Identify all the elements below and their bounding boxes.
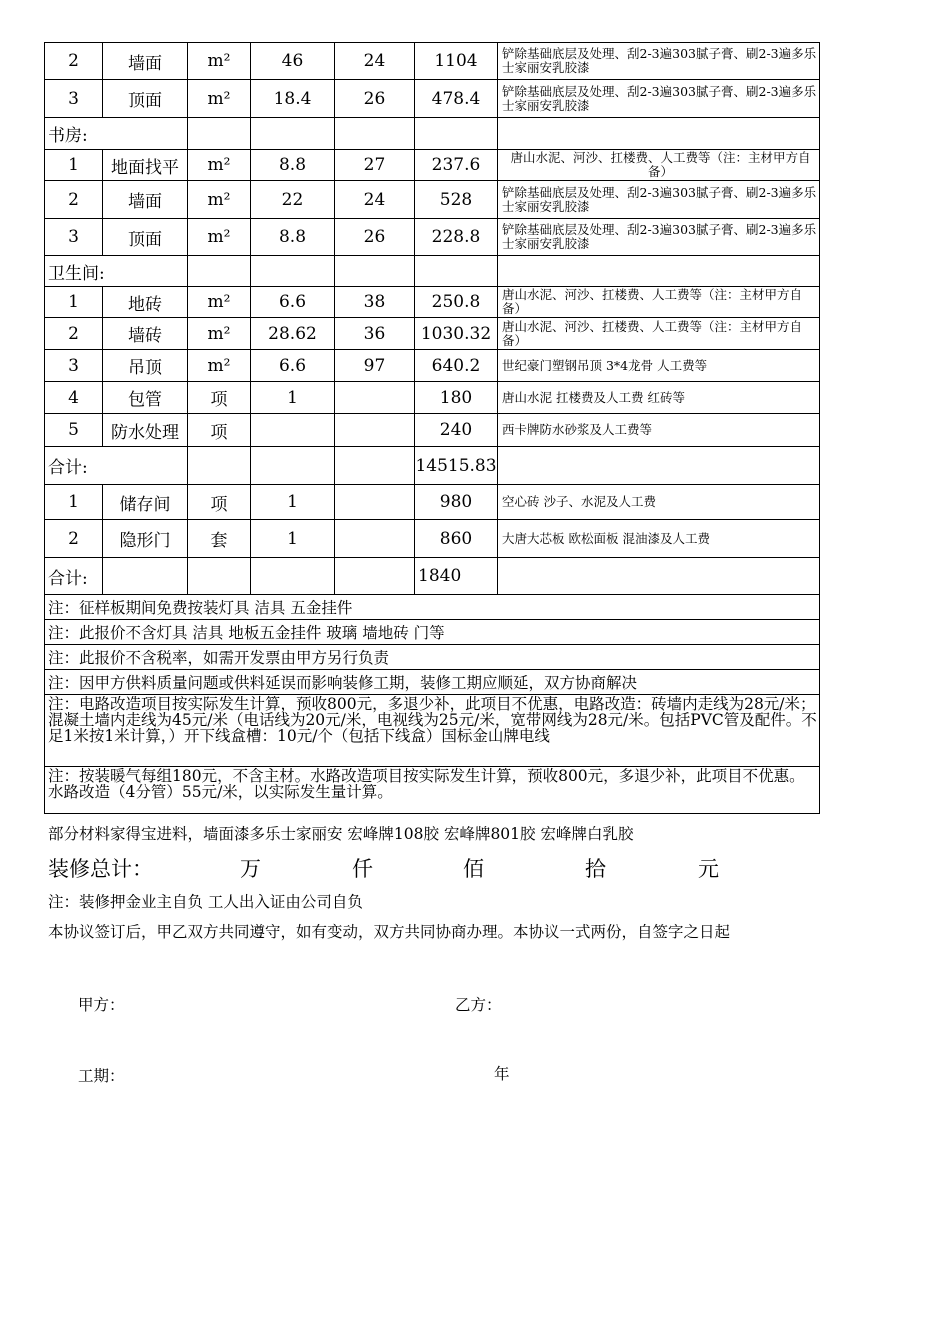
table-row	[45, 287, 820, 318]
item-name: 防水处理	[103, 414, 188, 447]
item-desc: 空心砖 沙子、水泥及人工费	[498, 485, 820, 520]
subtotal-label: 合计:	[45, 447, 188, 485]
subtotal-value: 1840	[415, 558, 498, 595]
item-price: 24	[335, 43, 415, 80]
item-no: 3	[45, 219, 103, 256]
item-unit: 项	[188, 485, 251, 520]
item-total: 980	[415, 485, 498, 520]
item-qty: 6.6	[251, 287, 335, 318]
item-qty	[251, 414, 335, 447]
item-desc: 唐山水泥、河沙、扛楼费、人工费等（注：主材甲方自备）	[498, 318, 820, 350]
item-name: 储存间	[103, 485, 188, 520]
total-unit-shi: 拾	[585, 857, 606, 881]
subtotal-label: 合计:	[45, 558, 103, 595]
item-qty: 8.8	[251, 219, 335, 256]
table-row	[45, 350, 820, 382]
note-text: 注：此报价不含税率，如需开发票由甲方另行负责	[45, 645, 820, 670]
table-row	[45, 382, 820, 414]
table-row	[45, 43, 820, 80]
item-price	[335, 382, 415, 414]
period-label: 工期：	[78, 1067, 125, 1085]
item-price	[335, 520, 415, 558]
item-no: 1	[45, 287, 103, 318]
item-qty: 1	[251, 520, 335, 558]
item-qty: 28.62	[251, 318, 335, 350]
item-price: 27	[335, 150, 415, 181]
note-text: 注：因甲方供料质量问题或供料延误而影响装修工期，装修工期应顺延，双方协商解决	[45, 670, 820, 695]
note-text: 注：征样板期间免费按装灯具 洁具 五金挂件	[45, 595, 820, 620]
item-unit: m²	[188, 219, 251, 256]
item-unit: 套	[188, 520, 251, 558]
item-name: 墙面	[103, 181, 188, 219]
item-total: 1030.32	[415, 318, 498, 350]
item-qty: 1	[251, 382, 335, 414]
item-unit: m²	[188, 80, 251, 118]
item-desc: 世纪豪门塑钢吊顶 3*4龙骨 人工费等	[498, 350, 820, 382]
item-no: 1	[45, 485, 103, 520]
note-text: 注：此报价不含灯具 洁具 地板五金挂件 玻璃 墙地砖 门等	[45, 620, 820, 645]
total-label: 装修总计：	[48, 857, 153, 881]
party-a-label: 甲方：	[78, 996, 125, 1014]
item-qty: 6.6	[251, 350, 335, 382]
quotation-table	[44, 42, 820, 814]
item-price: 26	[335, 219, 415, 256]
total-unit-wan: 万	[240, 857, 261, 881]
table-row	[45, 520, 820, 558]
section-row	[45, 118, 820, 150]
item-desc: 唐山水泥、河沙、扛楼费、人工费等（注：主材甲方自备）	[498, 287, 820, 318]
item-total: 640.2	[415, 350, 498, 382]
item-no: 4	[45, 382, 103, 414]
item-name: 地面找平	[103, 150, 188, 181]
note-row	[45, 595, 820, 620]
item-unit: m²	[188, 287, 251, 318]
item-unit: m²	[188, 350, 251, 382]
item-desc: 大唐大芯板 欧松面板 混油漆及人工费	[498, 520, 820, 558]
item-name: 墙面	[103, 43, 188, 80]
item-desc: 铲除基础底层及处理、刮2-3遍303腻子膏、刷2-3遍多乐士家丽安乳胶漆	[498, 219, 820, 256]
table-row	[45, 414, 820, 447]
section-label-bathroom: 卫生间:	[45, 256, 188, 287]
total-unit-bai: 佰	[463, 857, 484, 881]
item-no: 1	[45, 150, 103, 181]
item-unit: m²	[188, 150, 251, 181]
item-name: 墙砖	[103, 318, 188, 350]
item-total: 528	[415, 181, 498, 219]
year-label: 年	[494, 1065, 510, 1083]
item-unit: m²	[188, 43, 251, 80]
table-row	[45, 80, 820, 118]
item-name: 隐形门	[103, 520, 188, 558]
item-price	[335, 485, 415, 520]
subtotal-row	[45, 558, 820, 595]
item-price: 36	[335, 318, 415, 350]
item-qty: 18.4	[251, 80, 335, 118]
item-qty: 8.8	[251, 150, 335, 181]
note-text: 注：按装暖气每组180元，不含主材。水路改造项目按实际发生计算，预收800元，多退少补，此项目不优惠。水路改造（4分管）55元/米，以实际发生量计算。	[45, 767, 820, 814]
note-row	[45, 620, 820, 645]
item-no: 2	[45, 43, 103, 80]
item-qty: 22	[251, 181, 335, 219]
item-desc: 铲除基础底层及处理、刮2-3遍303腻子膏、刷2-3遍多乐士家丽安乳胶漆	[498, 43, 820, 80]
item-total: 228.8	[415, 219, 498, 256]
item-unit: m²	[188, 181, 251, 219]
deposit-note: 注：装修押金业主自负 工人出入证由公司自负	[48, 893, 363, 911]
item-unit: m²	[188, 318, 251, 350]
item-desc: 西卡牌防水砂浆及人工费等	[498, 414, 820, 447]
item-qty: 46	[251, 43, 335, 80]
item-total: 237.6	[415, 150, 498, 181]
item-desc: 铲除基础底层及处理、刮2-3遍303腻子膏、刷2-3遍多乐士家丽安乳胶漆	[498, 80, 820, 118]
item-price: 26	[335, 80, 415, 118]
total-unit-yuan: 元	[698, 857, 719, 881]
item-name: 顶面	[103, 80, 188, 118]
item-price: 38	[335, 287, 415, 318]
item-no: 5	[45, 414, 103, 447]
item-price: 97	[335, 350, 415, 382]
subtotal-value: 14515.83	[415, 447, 498, 485]
item-total: 1104	[415, 43, 498, 80]
item-no: 2	[45, 181, 103, 219]
table-row	[45, 219, 820, 256]
item-total: 250.8	[415, 287, 498, 318]
item-name: 吊顶	[103, 350, 188, 382]
note-text: 注：电路改造项目按实际发生计算，预收800元，多退少补，此项目不优惠，电路改造：砖墙内走线为28元/米；混凝土墙内走线为45元/米（电话线为20元/米，电视线为25元/米，宽带网线为28元/米。包括PVC管及配件。不足1米按1米计算，）开下线盒槽：10元/个（包括下线盒）国标金山牌电线	[45, 695, 820, 767]
item-no: 2	[45, 318, 103, 350]
section-row	[45, 256, 820, 287]
table-row	[45, 150, 820, 181]
note-row	[45, 645, 820, 670]
note-row	[45, 767, 820, 814]
item-total: 240	[415, 414, 498, 447]
item-total: 478.4	[415, 80, 498, 118]
materials-line: 部分材料家得宝进料，墙面漆多乐士家丽安 宏峰牌108胶 宏峰牌801胶 宏峰牌白乳胶	[48, 825, 634, 843]
table-row	[45, 485, 820, 520]
party-b-label: 乙方：	[455, 996, 502, 1014]
item-price: 24	[335, 181, 415, 219]
agreement-text: 本协议签订后，甲乙双方共同遵守，如有变动，双方共同协商办理。本协议一式两份，自签字之日起	[48, 923, 731, 941]
item-price	[335, 414, 415, 447]
total-unit-qian: 仟	[352, 857, 373, 881]
note-row	[45, 670, 820, 695]
table-row	[45, 181, 820, 219]
subtotal-row	[45, 447, 820, 485]
item-total: 860	[415, 520, 498, 558]
table-row	[45, 318, 820, 350]
item-qty: 1	[251, 485, 335, 520]
item-desc: 铲除基础底层及处理、刮2-3遍303腻子膏、刷2-3遍多乐士家丽安乳胶漆	[498, 181, 820, 219]
item-name: 包管	[103, 382, 188, 414]
item-unit: 项	[188, 382, 251, 414]
item-name: 地砖	[103, 287, 188, 318]
item-no: 2	[45, 520, 103, 558]
item-no: 3	[45, 350, 103, 382]
note-row	[45, 695, 820, 767]
item-total: 180	[415, 382, 498, 414]
item-desc: 唐山水泥、河沙、扛楼费、人工费等（注：主材甲方自备）	[498, 150, 820, 181]
item-desc: 唐山水泥 扛楼费及人工费 红砖等	[498, 382, 820, 414]
item-unit: 项	[188, 414, 251, 447]
section-label-study: 书房:	[45, 118, 188, 150]
item-name: 顶面	[103, 219, 188, 256]
item-no: 3	[45, 80, 103, 118]
